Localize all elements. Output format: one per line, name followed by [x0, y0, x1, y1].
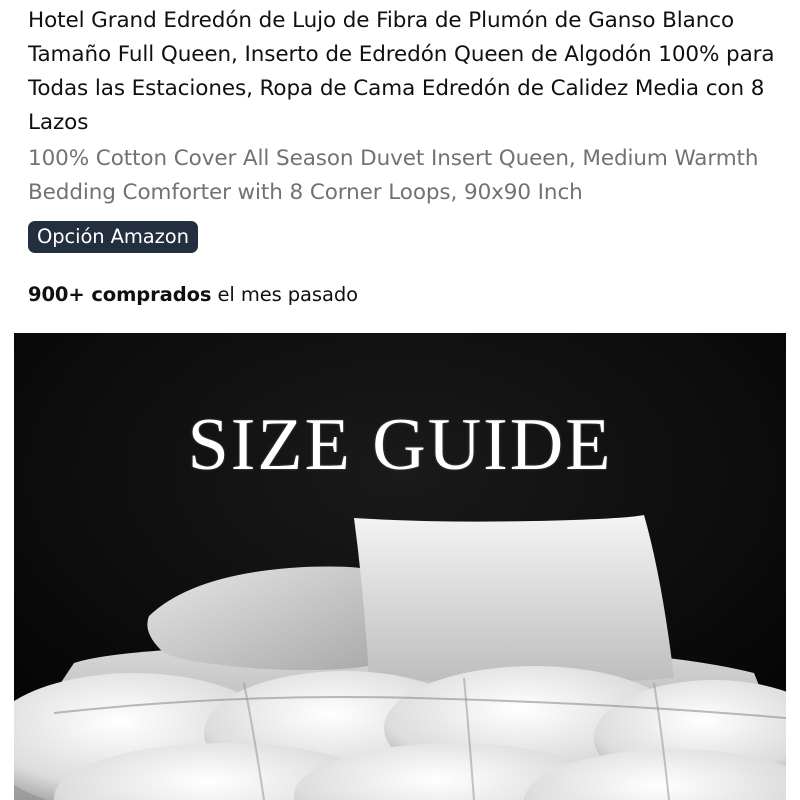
- product-title[interactable]: Hotel Grand Edredón de Lujo de Fibra de Plumón de Ganso Blanco Tamaño Full Queen, Inserto de Edredón Queen de Algodón 100% para Todas las Estaciones, Ropa de Cama Edredón de Calidez Media con 8 Lazos: [28, 8, 775, 135]
- size-guide-caption: SIZE GUIDE: [187, 404, 613, 486]
- purchases-period: el mes pasado: [217, 283, 358, 306]
- product-image[interactable]: [14, 333, 786, 800]
- purchases-count: 900+ comprados: [28, 283, 212, 306]
- amazon-choice-badge[interactable]: Opción Amazon: [28, 221, 198, 253]
- purchases-info: [28, 280, 358, 310]
- original-title: 100% Cotton Cover All Season Duvet Insert Queen, Medium Warmth Bedding Comforter with 8 Corner Loops, 90x90 Inch: [28, 146, 759, 205]
